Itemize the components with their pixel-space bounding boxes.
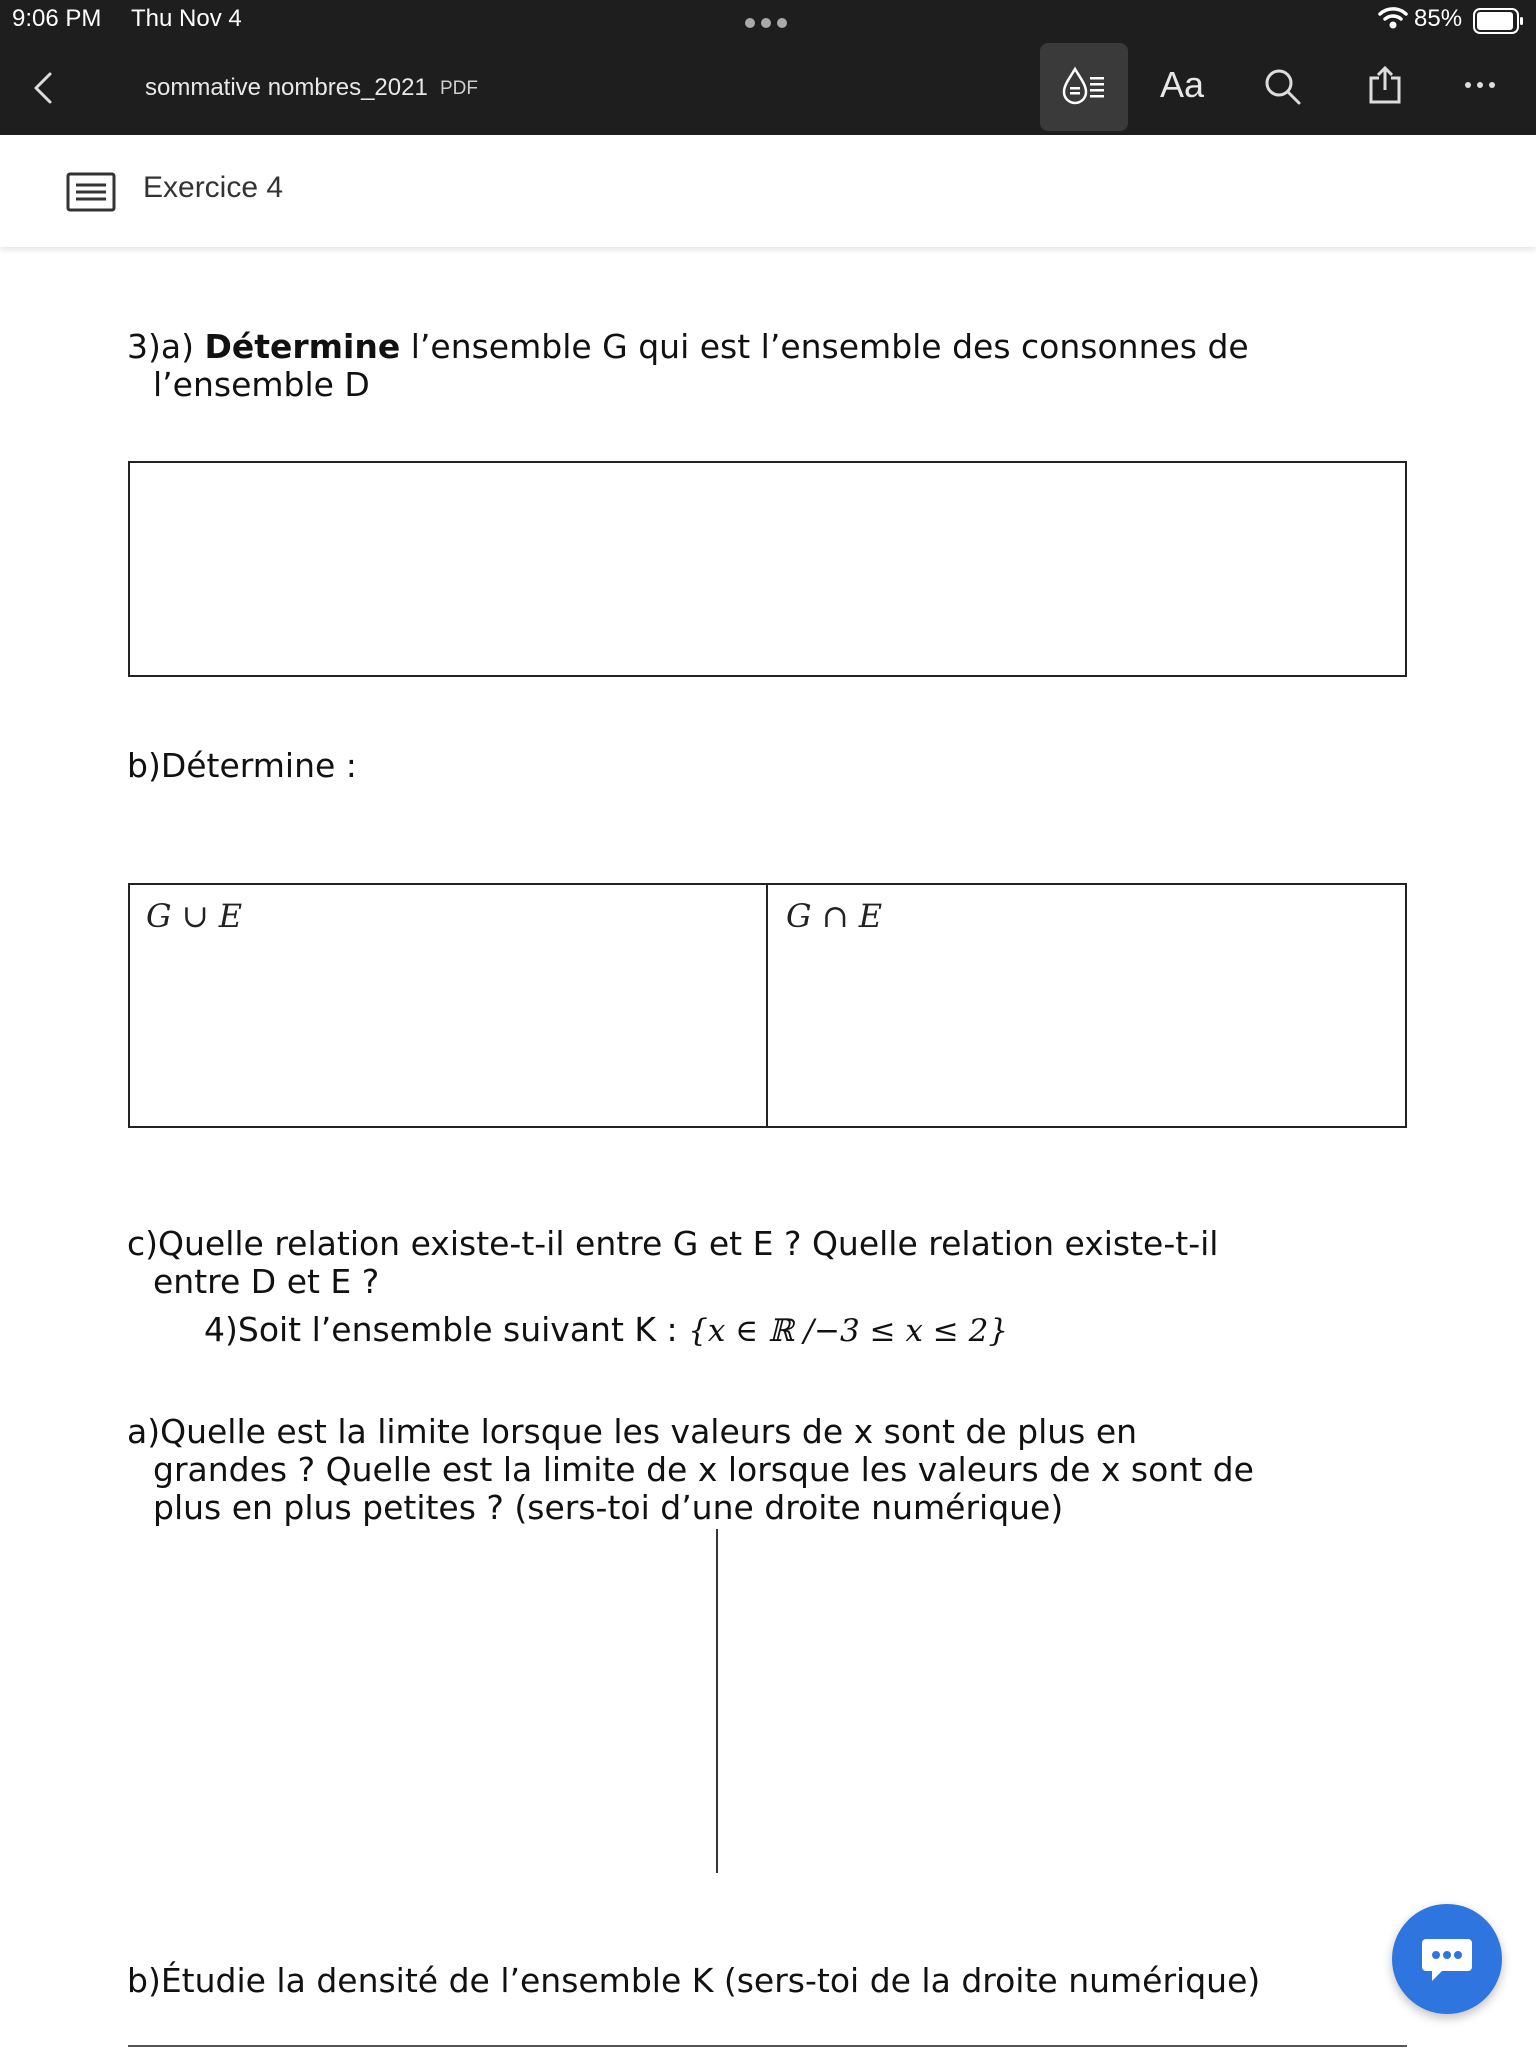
question-4 (204, 1311, 1008, 1350)
liquid-mode-button[interactable] (1040, 43, 1128, 131)
question-3c-line2: entre D et E ? (153, 1262, 380, 1301)
question-4a-line2: grandes ? Quelle est la limite de x lorsque les valeurs de x sont de (153, 1450, 1254, 1489)
intersection-label: G ∩ E (786, 897, 883, 935)
intersection-answer-cell[interactable] (766, 883, 1407, 1128)
question-3a-text: l’ensemble G qui est l’ensemble des consonnes de (400, 327, 1249, 366)
share-icon[interactable] (1365, 66, 1405, 106)
battery-percentage: 85% (1414, 5, 1463, 32)
more-options-button[interactable] (1465, 82, 1495, 88)
question-4a-line3: plus en plus petites ? (sers-toi d’une droite numérique) (153, 1488, 1064, 1527)
question-4b: b)Étudie la densité de l’ensemble K (sers-toi de la droite numérique) (127, 1961, 1261, 2000)
question-3a (127, 328, 1249, 404)
comment-button[interactable] (1392, 1904, 1502, 2014)
set-k-definition: {x ∈ ℝ /−3 ≤ x ≤ 2} (688, 1313, 1009, 1349)
back-button[interactable] (24, 68, 64, 108)
wifi-icon (1378, 6, 1408, 30)
question-4a-line1: a)Quelle est la limite lorsque les valeurs de x sont de plus en (127, 1412, 1138, 1451)
text-size-button[interactable]: Aa (1160, 64, 1205, 105)
document-type-label: PDF (440, 78, 478, 99)
answer-box-3a[interactable] (128, 461, 1407, 677)
union-answer-cell[interactable] (128, 883, 768, 1128)
comment-icon (1420, 1935, 1474, 1983)
document-title: sommative nombres_2021 (145, 74, 428, 101)
multitasking-handle[interactable] (745, 18, 787, 28)
union-label: G ∪ E (146, 897, 243, 935)
top-toolbar (0, 0, 1536, 135)
answer-line-4b (128, 2045, 1407, 2047)
question-3a-prefix: 3)a) (127, 327, 205, 366)
status-time: 9:06 PM (12, 5, 102, 32)
question-4-text: 4)Soit l’ensemble suivant K : (204, 1310, 689, 1349)
pdf-page (0, 247, 1536, 2048)
status-date: Thu Nov 4 (131, 5, 242, 32)
section-title[interactable]: Exercice 4 (143, 171, 284, 204)
question-3b: b)Détermine : (127, 746, 357, 785)
question-4a (127, 1413, 1254, 1527)
battery-icon (1473, 8, 1525, 34)
question-3c (127, 1225, 1218, 1301)
outline-list-icon[interactable] (66, 172, 116, 212)
question-3a-line2: l’ensemble D (153, 365, 370, 404)
answer-divider-line (716, 1529, 718, 1873)
liquid-mode-icon (1059, 65, 1109, 109)
question-3c-line1: c)Quelle relation existe-t-il entre G et E ? Quelle relation existe-t-il (127, 1224, 1219, 1263)
bookmark-bar[interactable] (0, 135, 1536, 247)
search-icon[interactable] (1262, 66, 1302, 106)
question-3a-bold: Détermine (204, 327, 401, 366)
